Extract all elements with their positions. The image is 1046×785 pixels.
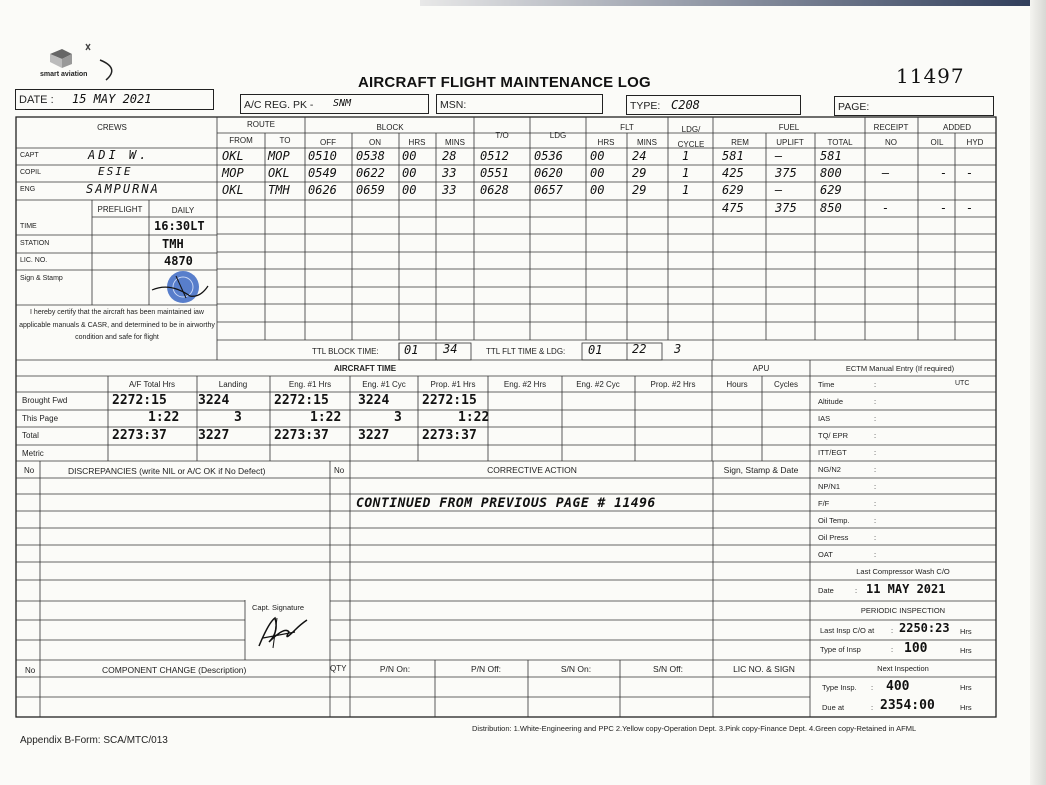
date-label: DATE : [19,94,54,106]
flight-cell-cycle[interactable]: 1 [682,183,690,197]
next-type-colon: : [871,683,874,692]
aircraft-time-total-cell[interactable]: 2273:37 [274,428,329,443]
flt-hrs-header: HRS [597,138,615,147]
ldg-cycle-header: LDG/ CYCLE [677,125,705,149]
flight-cell-uplift[interactable]: 375 [775,166,797,180]
flight-cell-to-t[interactable]: 0512 [480,149,509,163]
pn-off-header: P/N Off: [470,664,502,674]
disc-desc-header: DISCREPANCIES (write NIL or A/C OK if No Defect) [68,466,266,476]
flight-cell-from[interactable]: MOP [222,166,244,180]
type-insp-value[interactable]: 100 [904,641,928,656]
daily-station[interactable]: TMH [162,237,184,251]
certify-statement: I hereby certify that the aircraft has been maintained iaw applicable manuals & CASR, and determined to be in airworthy condition and safe for flight [19,309,215,341]
flight-cell-rem[interactable]: 425 [722,166,744,180]
flight-cell-total[interactable]: 629 [820,183,842,197]
aircraft-time-total-cell[interactable]: 3227 [358,428,390,443]
lcw-colon: : [855,586,858,595]
capt-label: CAPT [20,152,39,159]
flight-cell-on[interactable]: 0622 [356,166,385,180]
flight-cell-flt-mins[interactable]: 29 [632,166,647,180]
due-at-colon: : [871,703,874,712]
type-label: TYPE: [630,100,661,112]
on-header: ON [369,138,381,147]
aircraft-time-total-cell[interactable]: 2273:37 [112,428,167,443]
last-insp-value[interactable]: 2250:23 [899,621,950,635]
flight-cell-oil[interactable]: - [940,201,948,215]
sign-stamp-date-header: Sign, Stamp & Date [723,465,799,475]
ectm-field-input[interactable]: : [874,397,877,406]
aircraft-time-col-header: A/F Total Hrs [128,380,176,389]
aircraft-time-this-page-cell[interactable]: 3 [234,410,242,425]
flight-cell-uplift[interactable]: — [775,149,783,163]
flight-cell-rem[interactable]: 475 [722,201,744,215]
form-title: AIRCRAFT FLIGHT MAINTENANCE LOG [358,74,651,91]
row-label-this-page: This Page [22,414,59,423]
flight-cell-to[interactable]: OKL [268,166,290,180]
aircraft-time-col-header: Prop. #1 Hrs [430,380,476,389]
ectm-field-label: NP/N1 [818,482,841,491]
aircraft-time-brought-fwd-cell[interactable]: 3224 [198,393,230,408]
receipt-header: RECEIPT [873,123,909,132]
aircraft-time-col-header: Eng. #2 Hrs [503,380,547,389]
flight-cell-flt-mins[interactable]: 29 [632,183,647,197]
aircraft-time-title: AIRCRAFT TIME [333,364,397,373]
flight-cell-to[interactable]: TMH [268,183,290,197]
ectm-field-label: NG/N2 [818,465,841,474]
ectm-field-label: Oil Press [818,533,849,542]
flight-cell-from[interactable]: OKL [222,149,244,163]
ectm-field-label: OAT [818,550,833,559]
flight-cell-hyd[interactable]: - [966,166,974,180]
next-type-label: Type Insp. [822,683,857,692]
page-label: PAGE: [838,101,870,113]
block-mins-header: MINS [445,138,465,147]
flight-cell-flt-hrs[interactable]: 00 [590,166,605,180]
preflight-header: PREFLIGHT [97,205,143,214]
flight-cell-hrs[interactable]: 00 [402,183,417,197]
crews-header: CREWS [97,123,127,132]
added-header: ADDED [942,123,972,132]
eng-label: ENG [20,186,36,193]
time-label: TIME [20,223,37,230]
flight-cell-from[interactable]: OKL [222,183,244,197]
ectm-field-input[interactable]: : [874,482,877,491]
apu-header: APU [752,364,770,373]
last-insp-hrs: Hrs [960,627,972,636]
flight-cell-total[interactable]: 581 [820,149,842,163]
due-at-label: Due at [822,703,845,712]
flight-cell-on[interactable]: 0538 [356,149,385,163]
flight-cell-off[interactable]: 0626 [308,183,337,197]
due-at-value[interactable]: 2354:00 [880,698,935,713]
aircraft-time-col-header: Eng. #1 Hrs [288,380,332,389]
aircraft-time-total-cell[interactable]: 3227 [198,428,230,443]
ectm-field-input[interactable]: : [874,414,877,423]
flt-header: FLT [620,123,634,132]
row-label-total: Total [22,431,39,440]
ectm-field-input[interactable]: : [874,380,877,389]
ttl-flt-mins[interactable]: 22 [632,342,647,356]
flight-cell-to-t[interactable]: 0551 [480,166,509,180]
lcw-date-value[interactable]: 11 MAY 2021 [866,582,946,596]
aircraft-time-total-cell[interactable]: 2273:37 [422,428,477,443]
distribution-note: Distribution: 1.White-Engineering and PPC 2.Yellow copy-Operation Dept. 3.Pink copy-Finance Dept. 4.Green copy-Retained in AFML [472,724,917,733]
captain-signature [255,612,311,652]
aircraft-time-brought-fwd-cell[interactable]: 2272:15 [112,393,167,408]
pn-on-header: P/N On: [379,664,411,674]
ectm-field-label: Altitude [818,397,844,406]
fuel-header: FUEL [778,123,800,132]
ectm-field-input[interactable]: : [874,431,877,440]
type-insp-hrs: Hrs [960,646,972,655]
flight-cell-ldg[interactable]: 0657 [534,183,563,197]
flight-cell-receipt[interactable]: - [882,201,890,215]
last-insp-label: Last Insp C/O at [820,626,875,635]
flight-cell-total[interactable]: 800 [820,166,842,180]
flight-cell-uplift[interactable]: 375 [775,201,797,215]
ectm-utc: UTC [955,380,970,387]
flight-cell-to[interactable]: MOP [268,149,290,163]
route-header: ROUTE [247,120,275,129]
capt-signature-label: Capt. Signature [251,603,305,612]
aircraft-time-this-page-cell[interactable]: 1:22 [148,410,180,425]
last-insp-colon: : [891,626,894,635]
flight-cell-rem[interactable]: 629 [722,183,744,197]
ttl-block-hrs[interactable]: 01 [404,343,419,357]
ectm-field-label: Oil Temp. [818,516,850,525]
ttl-flt-hrs[interactable]: 01 [588,343,603,357]
daily-header: DAILY [171,206,195,215]
logo-text: smart aviation [40,71,88,78]
ectm-field-label: IAS [818,414,831,423]
flight-cell-ldg[interactable]: 0536 [534,149,563,163]
flight-cell-hyd[interactable]: - [966,201,974,215]
apu-cycles-header: Cycles [773,380,799,389]
block-header: BLOCK [376,123,404,132]
flight-cell-off[interactable]: 0549 [308,166,337,180]
flt-mins-header: MINS [637,138,657,147]
flight-cell-hrs[interactable]: 00 [402,149,417,163]
periodic-inspection-label: PERIODIC INSPECTION [860,606,946,615]
block-hrs-header: HRS [408,138,426,147]
daily-lic[interactable]: 4870 [164,254,193,268]
flight-cell-mins[interactable]: 33 [442,166,457,180]
ectm-field-input[interactable]: : [874,448,877,457]
flight-cell-cycle[interactable]: 1 [682,149,690,163]
date-value: 15 MAY 2021 [72,92,152,106]
due-at-hrs: Hrs [960,703,972,712]
flight-cell-on[interactable]: 0659 [356,183,385,197]
sign-stamp-label: Sign & Stamp [20,275,63,282]
aircraft-time-col-header: Eng. #1 Cyc [362,380,406,389]
aircraft-time-this-page-cell[interactable]: 1:22 [310,410,342,425]
capt-name[interactable]: ADI W. [88,148,150,162]
flight-cell-receipt[interactable]: — [882,166,890,180]
to-time-header: T/O [495,131,509,140]
corr-no-header: No [334,466,345,475]
flight-cell-hrs[interactable]: 00 [402,166,417,180]
ectm-field-label: Time [818,380,835,389]
corrective-action-entry[interactable]: CONTINUED FROM PREVIOUS PAGE # 11496 [356,496,656,511]
type-value: C208 [671,98,700,112]
aircraft-time-col-header: Prop. #2 Hrs [650,380,696,389]
flight-cell-flt-mins[interactable]: 24 [632,149,647,163]
daily-time[interactable]: 16:30LT [154,219,205,233]
ectm-field-input[interactable]: : [874,533,877,542]
lic-label: LIC. NO. [20,257,48,264]
reg-value: SNM [333,98,352,109]
comp-no-header: No [25,666,36,675]
rem-header: REM [731,138,749,147]
ttl-flt-label: TTL FLT TIME & LDG: [486,347,566,356]
ectm-field-label: ITT/EGT [818,448,847,457]
ectm-field-input[interactable]: : [874,465,877,474]
ttl-block-mins[interactable]: 34 [443,342,458,356]
next-inspection-label: Next Inspection [877,664,929,673]
lic-sign-header: LIC NO. & SIGN [733,664,795,674]
serial-number: 11497 [896,64,965,88]
type-insp-label: Type of Insp [820,645,861,654]
copil-name[interactable]: ESIE [98,165,133,178]
to-header: TO [279,136,291,145]
appendix-label: Appendix B-Form: SCA/MTC/013 [20,735,168,746]
receipt-no-header: NO [885,138,897,147]
reg-label: A/C REG. PK - [244,99,314,111]
row-label-metric: Metric [22,449,44,458]
flight-cell-mins[interactable]: 28 [442,149,457,163]
ectm-field-input[interactable]: : [874,550,877,559]
flight-cell-to-t[interactable]: 0628 [480,183,509,197]
aircraft-time-this-page-cell[interactable]: 3 [394,410,402,425]
apu-hours-header: Hours [726,380,748,389]
aircraft-time-col-header: Landing [218,380,248,389]
disc-no-header: No [24,466,35,475]
lcw-date-label: Date [818,586,834,595]
from-header: FROM [229,136,253,145]
oil-header: OIL [930,138,944,147]
flight-cell-uplift[interactable]: — [775,183,783,197]
flight-cell-ldg[interactable]: 0620 [534,166,563,180]
fuel-total-header: TOTAL [827,138,853,147]
qty-header: QTY [330,664,347,673]
flight-cell-cycle[interactable]: 1 [682,166,690,180]
uplift-header: UPLIFT [776,138,804,147]
copil-label: COPIL [20,169,42,176]
aircraft-time-this-page-cell[interactable]: 1:22 [458,410,490,425]
ldg-header: LDG [549,131,567,140]
off-header: OFF [320,138,336,147]
flight-cell-flt-hrs[interactable]: 00 [590,149,605,163]
ectm-field-label: F/F [818,499,830,508]
msn-label: MSN: [440,99,467,111]
ttl-ldg[interactable]: 3 [674,342,682,356]
flight-cell-oil[interactable]: - [940,166,948,180]
row-label-brought-fwd: Brought Fwd [22,396,68,405]
hyd-header: HYD [966,138,984,147]
sn-on-header: S/N On: [560,664,592,674]
flight-cell-total[interactable]: 850 [820,201,842,215]
station-label: STATION [20,240,50,247]
comp-desc-header: COMPONENT CHANGE (Description) [102,665,247,675]
flight-cell-rem[interactable]: 581 [722,149,744,163]
flight-cell-flt-hrs[interactable]: 00 [590,183,605,197]
engineer-stamp [150,268,210,304]
ectm-title: ECTM Manual Entry (If required) [845,364,955,373]
ectm-field-input[interactable]: : [874,499,877,508]
flight-cell-mins[interactable]: 33 [442,183,457,197]
next-type-value[interactable]: 400 [886,679,910,694]
sn-off-header: S/N Off: [652,664,684,674]
corrective-action-header: CORRECTIVE ACTION [487,465,577,475]
aircraft-time-col-header: Eng. #2 Cyc [576,380,620,389]
next-type-hrs: Hrs [960,683,972,692]
flight-cell-off[interactable]: 0510 [308,149,337,163]
aircraft-time-brought-fwd-cell[interactable]: 2272:15 [274,393,329,408]
ttl-block-label: TTL BLOCK TIME: [312,347,379,356]
ectm-field-label: TQ/ EPR [818,431,849,440]
aircraft-time-brought-fwd-cell[interactable]: 3224 [358,393,390,408]
eng-name[interactable]: SAMPURNA [86,182,160,196]
ectm-field-input[interactable]: : [874,516,877,525]
aircraft-time-brought-fwd-cell[interactable]: 2272:15 [422,393,477,408]
type-insp-colon: : [891,645,894,654]
last-compressor-wash-label: Last Compressor Wash C/O [856,567,950,576]
